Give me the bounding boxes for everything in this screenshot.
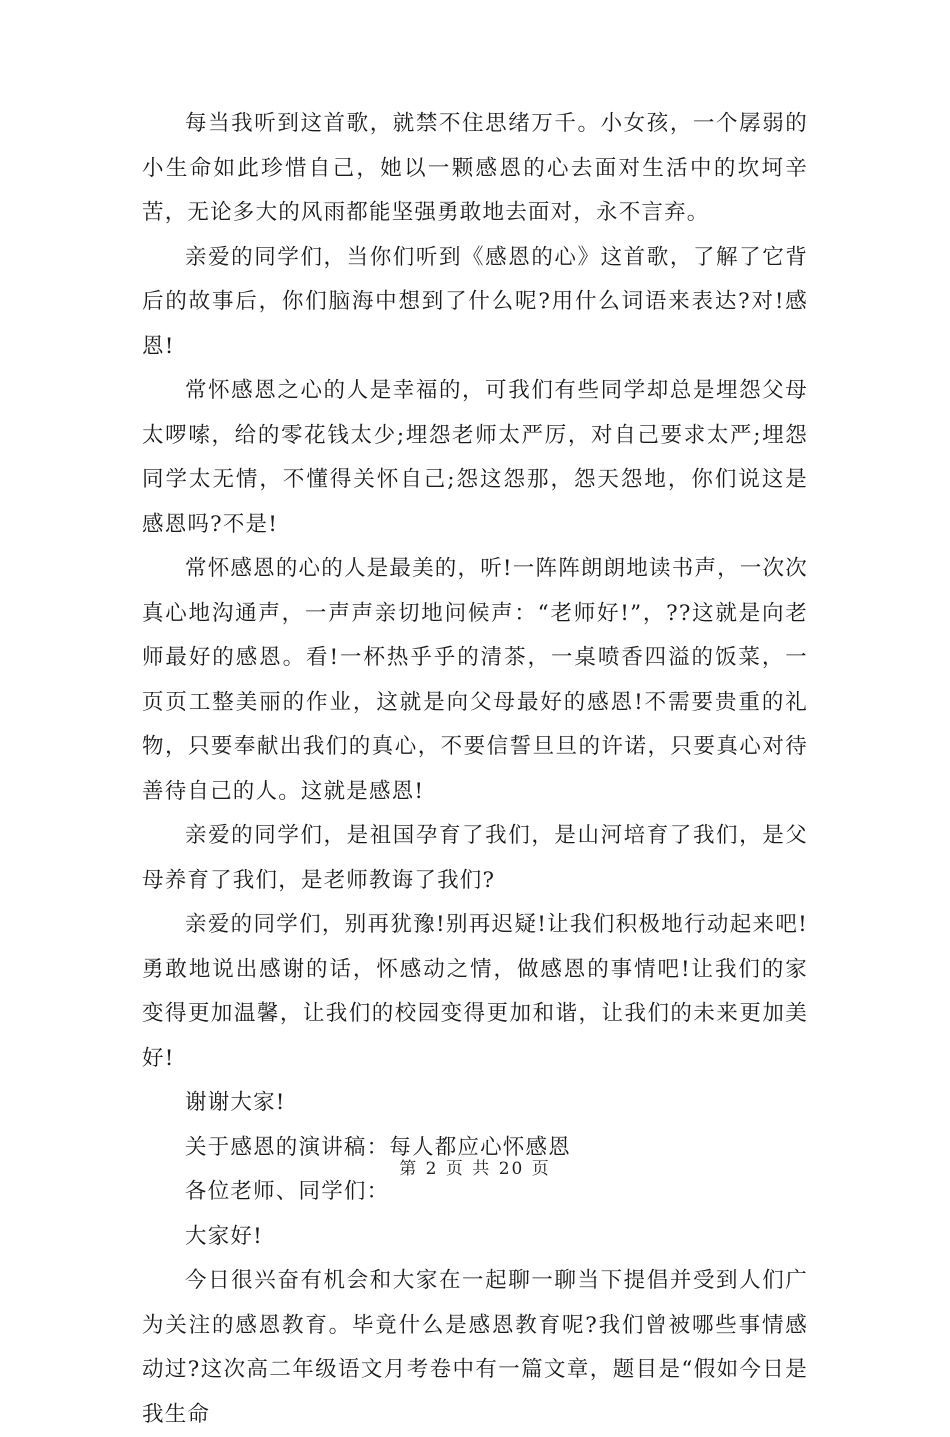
document-body: [142, 102, 808, 1437]
paragraph: 亲爱的同学们，别再犹豫!别再迟疑!让我们积极地行动起来吧!勇敢地说出感谢的话，怀感动之情，做感恩的事情吧!让我们的家变得更加温馨，让我们的校园变得更加和谐，让我们的未来更加美好!: [142, 912, 808, 1071]
paragraph: 亲爱的同学们，当你们听到《感恩的心》这首歌，了解了它背后的故事后，你们脑海中想到了什么呢?用什么词语来表达?对!感恩!: [142, 244, 808, 359]
page-footer: 第 2 页 共 20 页: [399, 1159, 551, 1179]
paragraph: 每当我听到这首歌，就禁不住思绪万千。小女孩，一个孱弱的小生命如此珍惜自己，她以一颗感恩的心去面对生活中的坎坷辛苦，无论多大的风雨都能坚强勇敢地去面对，永不言弃。: [142, 111, 808, 225]
salutation: 各位老师、同学们：: [185, 1179, 390, 1204]
paragraph: 亲爱的同学们，是祖国孕育了我们，是山河培育了我们，是父母养育了我们，是老师教诲了我们?: [142, 823, 808, 893]
paragraph: 常怀感恩的心的人是最美的，听!一阵阵朗朗地读书声，一次次真心地沟通声，一声声亲切地问候声：“老师好!”，??这就是向老师最好的感恩。看!一杯热乎乎的清茶，一桌喷香四溢的饭菜，一页页工整美丽的作业，这就是向父母最好的感恩!不需要贵重的礼物，只要奉献出我们的真心，不要信誓旦旦的许诺，只要真心对待善待自己的人。这就是感恩!: [142, 556, 808, 804]
section-heading: 关于感恩的演讲稿：每人都应心怀感恩: [185, 1134, 571, 1160]
greeting: 大家好!: [185, 1223, 263, 1249]
paragraph: 谢谢大家!: [185, 1090, 286, 1115]
paragraph: 今日很兴奋有机会和大家在一起聊一聊当下提倡并受到人们广为关注的感恩教育。毕竟什么是感恩教育呢?我们曾被哪些事情感动过?这次高二年级语文月考卷中有一篇文章，题目是“假如今日是我生命: [142, 1268, 808, 1427]
paragraph: 常怀感恩之心的人是幸福的，可我们有些同学却总是埋怨父母太啰嗦，给的零花钱太少;埋怨老师太严厉，对自己要求太严;埋怨同学太无情，不懂得关怀自己;怨这怨那，怨天怨地，你们说这是感恩吗?不是!: [142, 378, 808, 537]
